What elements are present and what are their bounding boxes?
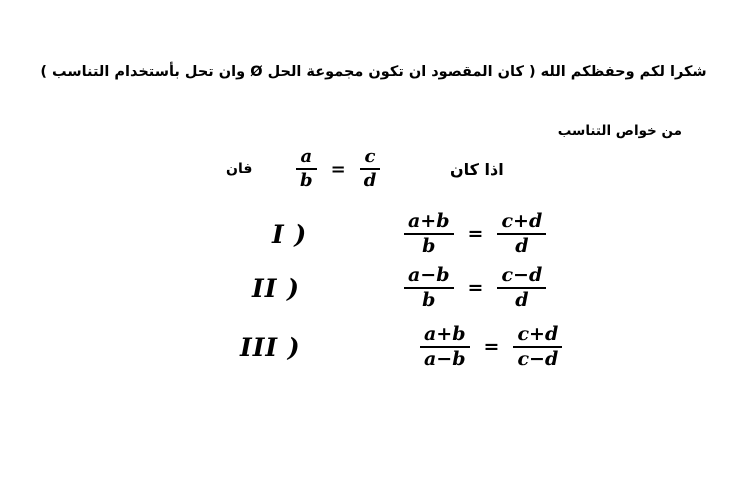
- fraction-denominator: b: [422, 235, 436, 258]
- fraction-denominator: d: [515, 289, 529, 312]
- fraction-right: [497, 266, 546, 311]
- property-label: I ): [272, 220, 308, 249]
- fraction-c-over-d: [360, 148, 381, 191]
- fraction-numerator: a−b: [408, 264, 450, 286]
- section-subheading: من خواص التناسب: [557, 123, 682, 139]
- fraction-denominator: d: [363, 170, 377, 192]
- fraction-denominator: a−b: [424, 348, 466, 371]
- fraction-a-over-b: [296, 148, 317, 191]
- fraction-numerator: c+d: [517, 323, 559, 345]
- condition-if-word: اذا كان: [450, 160, 504, 179]
- fraction-numerator: c: [364, 146, 376, 167]
- fraction-denominator: b: [422, 289, 436, 312]
- fraction-denominator: d: [515, 235, 529, 258]
- condition-row: [0, 148, 747, 200]
- fraction-numerator: a: [300, 146, 313, 167]
- property-equation: [404, 212, 546, 257]
- note-line: شكرا لكم وحفظكم الله ( كان المقصود ان تكون مجموعة الحل Ø وان تحل بأستخدام التناسب ): [40, 64, 707, 80]
- fraction-left: [404, 266, 454, 311]
- fraction-denominator: b: [300, 170, 313, 192]
- equals-sign: =: [467, 223, 484, 246]
- fraction-left: [404, 212, 454, 257]
- fraction-right: [497, 212, 546, 257]
- fraction-numerator: c−d: [501, 264, 543, 286]
- property-equation: [420, 325, 562, 370]
- fraction-numerator: a+b: [408, 210, 450, 232]
- property-label: II ): [252, 274, 300, 303]
- fraction-denominator: c−d: [517, 348, 559, 371]
- fraction-right: [513, 325, 562, 370]
- equals-sign: =: [330, 158, 346, 180]
- property-equation: [404, 266, 546, 311]
- fraction-left: [420, 325, 470, 370]
- fraction-numerator: c+d: [501, 210, 543, 232]
- condition-then-word: فان: [226, 161, 253, 177]
- fraction-numerator: a+b: [424, 323, 466, 345]
- equals-sign: =: [467, 277, 484, 300]
- equals-sign: =: [483, 336, 500, 359]
- property-label: III ): [240, 333, 301, 362]
- condition-equation: [296, 148, 380, 191]
